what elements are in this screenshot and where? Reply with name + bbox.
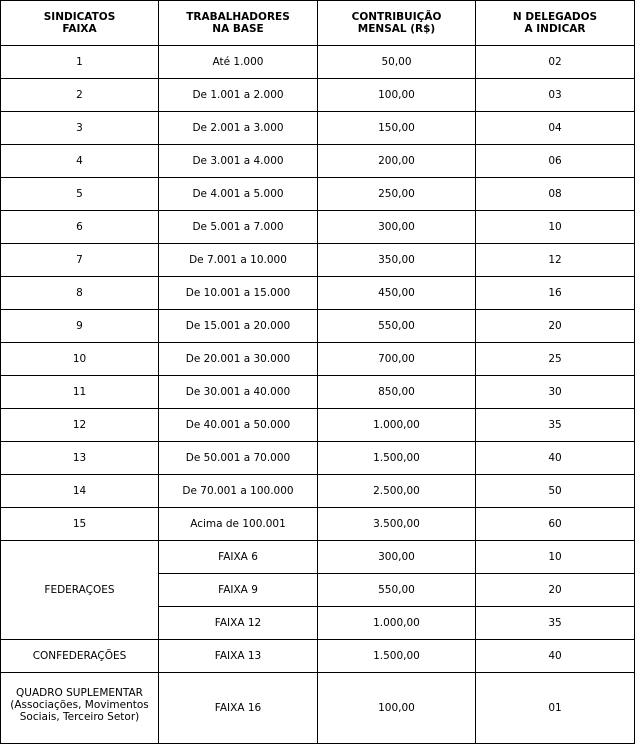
header-text: MENSAL (R$) [357,23,436,35]
header-text: FAIXA [62,23,97,35]
cell-base: De 7.001 a 10.000 [159,244,318,277]
cell-delegados: 10 [476,541,635,574]
cell-base: Até 1.000 [159,46,318,79]
cell-delegados: 04 [476,112,635,145]
cell-base: De 30.001 a 40.000 [159,376,318,409]
cell-base: Acima de 100.001 [159,508,318,541]
cell-faixa: 11 [1,376,159,409]
cell-base: FAIXA 6 [159,541,318,574]
cell-delegados: 35 [476,409,635,442]
header-text: NA BASE [212,23,264,35]
confederacoes-label: CONFEDERAÇÕES [1,640,159,673]
header-text: SINDICATOS [43,11,116,23]
table-row [1,145,635,178]
cell-contribuicao: 300,00 [318,211,476,244]
header-trabalhadores-base [159,1,318,46]
cell-contribuicao: 550,00 [318,310,476,343]
cell-faixa: 3 [1,112,159,145]
cell-delegados: 01 [476,673,635,744]
header-sindicatos-faixa [1,1,159,46]
cell-base: De 4.001 a 5.000 [159,178,318,211]
cell-contribuicao: 100,00 [318,79,476,112]
table-row-federacoes [1,541,635,574]
cell-contribuicao: 1.000,00 [318,607,476,640]
table-row [1,277,635,310]
cell-base: De 15.001 a 20.000 [159,310,318,343]
cell-contribuicao: 1.000,00 [318,409,476,442]
cell-delegados: 20 [476,310,635,343]
cell-contribuicao: 2.500,00 [318,475,476,508]
cell-delegados: 10 [476,211,635,244]
table-row [1,79,635,112]
cell-delegados: 08 [476,178,635,211]
cell-faixa: 4 [1,145,159,178]
cell-faixa: 7 [1,244,159,277]
cell-faixa: 10 [1,343,159,376]
cell-contribuicao: 200,00 [318,145,476,178]
cell-delegados: 16 [476,277,635,310]
cell-delegados: 30 [476,376,635,409]
table-row [1,178,635,211]
cell-faixa: 9 [1,310,159,343]
header-row [1,1,635,46]
cell-contribuicao: 150,00 [318,112,476,145]
cell-delegados: 40 [476,640,635,673]
cell-faixa: 5 [1,178,159,211]
table-row [1,376,635,409]
cell-base: De 3.001 a 4.000 [159,145,318,178]
cell-delegados: 20 [476,574,635,607]
cell-base: De 70.001 a 100.000 [159,475,318,508]
cell-base: De 20.001 a 30.000 [159,343,318,376]
cell-base: FAIXA 9 [159,574,318,607]
cell-base: De 10.001 a 15.000 [159,277,318,310]
cell-delegados: 06 [476,145,635,178]
cell-contribuicao: 350,00 [318,244,476,277]
cell-faixa: 14 [1,475,159,508]
cell-faixa: 15 [1,508,159,541]
table-row [1,310,635,343]
cell-delegados: 12 [476,244,635,277]
table-row [1,46,635,79]
table-row [1,211,635,244]
cell-contribuicao: 300,00 [318,541,476,574]
cell-contribuicao: 850,00 [318,376,476,409]
header-text: CONTRIBUIÇÃO [351,11,442,23]
cell-contribuicao: 550,00 [318,574,476,607]
table-row [1,508,635,541]
header-text: N DELEGADOS [512,11,598,23]
cell-contribuicao: 100,00 [318,673,476,744]
header-delegados [476,1,635,46]
cell-delegados: 25 [476,343,635,376]
cell-contribuicao: 1.500,00 [318,640,476,673]
cell-delegados: 50 [476,475,635,508]
cell-base: De 5.001 a 7.000 [159,211,318,244]
table-row [1,442,635,475]
table-row [1,343,635,376]
quadro-label-line: (Associações, Movimentos [10,699,149,711]
cell-faixa: 8 [1,277,159,310]
quadro-label-line: QUADRO SUPLEMENTAR [16,687,143,699]
cell-base: FAIXA 12 [159,607,318,640]
cell-faixa: 13 [1,442,159,475]
table-body [1,46,635,744]
header-text: TRABALHADORES [186,11,290,23]
cell-faixa: 2 [1,79,159,112]
cell-contribuicao: 700,00 [318,343,476,376]
table-row [1,112,635,145]
cell-base: De 40.001 a 50.000 [159,409,318,442]
table-row [1,475,635,508]
cell-delegados: 02 [476,46,635,79]
cell-delegados: 40 [476,442,635,475]
quadro-label-line: Sociais, Terceiro Setor) [19,711,140,723]
cell-base: De 2.001 a 3.000 [159,112,318,145]
cell-delegados: 60 [476,508,635,541]
cell-base: De 1.001 a 2.000 [159,79,318,112]
cell-contribuicao: 450,00 [318,277,476,310]
table-row [1,409,635,442]
header-text: A INDICAR [524,23,586,35]
cell-faixa: 1 [1,46,159,79]
cell-faixa: 6 [1,211,159,244]
federacoes-label: FEDERAÇOES [1,541,159,640]
table-row-confederacoes [1,640,635,673]
cell-contribuicao: 1.500,00 [318,442,476,475]
cell-base: FAIXA 13 [159,640,318,673]
cell-contribuicao: 3.500,00 [318,508,476,541]
cell-contribuicao: 250,00 [318,178,476,211]
table-row [1,244,635,277]
cell-delegados: 03 [476,79,635,112]
cell-base: De 50.001 a 70.000 [159,442,318,475]
header-contribuicao [318,1,476,46]
cell-delegados: 35 [476,607,635,640]
cell-base: FAIXA 16 [159,673,318,744]
cell-contribuicao: 50,00 [318,46,476,79]
cell-faixa: 12 [1,409,159,442]
